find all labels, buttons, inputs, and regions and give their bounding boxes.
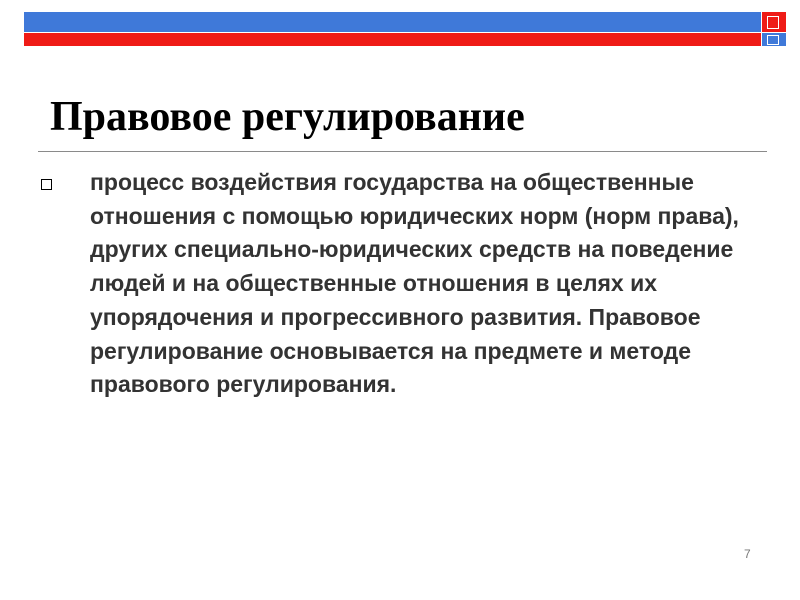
slide-title: Правовое регулирование — [50, 94, 525, 140]
hollow-square-bullet-icon — [41, 179, 52, 190]
page-number: 7 — [744, 547, 751, 561]
header-bar-blue — [24, 12, 761, 32]
header-bar-red — [24, 33, 761, 46]
definition-text: процесс воздействия государства на общественные отношения с помощью юридических норм (норм права), других специально-юридических средств на поведение людей и на общественные отношения в целях их упорядочения и прогрессивного развития. Правовое регулирование основывается на предмете и методе правового регулирования. — [90, 169, 739, 398]
corner-square-icon — [767, 35, 779, 45]
title-divider — [38, 151, 767, 152]
corner-square-icon — [767, 16, 779, 29]
